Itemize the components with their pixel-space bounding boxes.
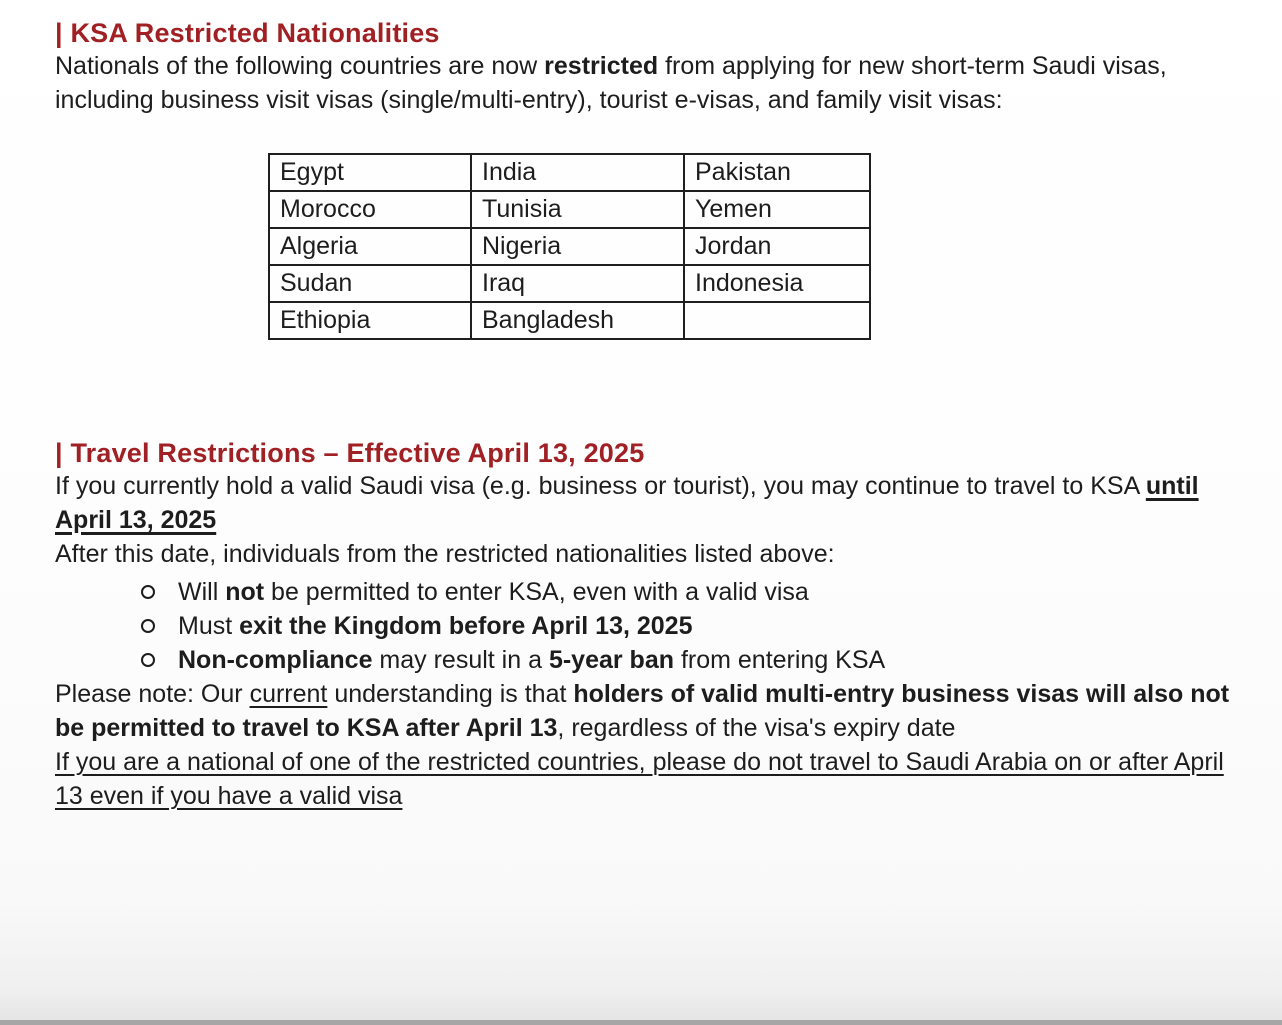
bullet-text [178, 609, 692, 643]
bullet-item [55, 643, 1235, 677]
bullet-run-bold: exit the Kingdom before April 13, 2025 [239, 612, 693, 640]
bullet-run-normal: be permitted to enter KSA, even with a valid visa [264, 578, 809, 606]
bullet-run-normal: from entering KSA [674, 646, 886, 674]
table-row [269, 191, 870, 228]
table-row [269, 265, 870, 302]
valid-visa-run-bold-underline-date: until April 13, 2025 [55, 472, 1199, 534]
note-run-normal: , regardless of the visa's expiry date [557, 714, 956, 742]
bullet-text [178, 575, 809, 609]
country-cell [684, 302, 870, 339]
intro-paragraph [55, 49, 1233, 117]
intro-run-normal: from applying for new short-term Saudi visas, including business visit visas (single/multi-entry), tourist e-visas, and family visit visas: [55, 52, 1167, 114]
note-run-bold: holders of valid multi-entry business visas will also not be permitted to travel to KSA after April 13 [55, 680, 1230, 742]
bullet-run-bold: not [225, 578, 265, 606]
table-row [269, 228, 870, 265]
bullet-run-bold: Non-compliance [178, 646, 373, 674]
note-run-normal: Please note: Our [55, 680, 250, 708]
intro-run-normal: Nationals of the following countries are now [55, 52, 545, 80]
country-cell: Nigeria [471, 228, 684, 265]
document-page [55, 18, 1235, 813]
country-cell: Iraq [471, 265, 684, 302]
bullet-text [178, 643, 885, 677]
circle-bullet-icon [141, 619, 155, 633]
valid-visa-run-normal: If you currently hold a valid Saudi visa (e.g. business or tourist), you may continue to travel to KSA [55, 472, 1146, 500]
country-cell: India [471, 154, 684, 191]
country-cell: Egypt [269, 154, 471, 191]
bullet-list [55, 575, 1235, 677]
country-cell: Indonesia [684, 265, 870, 302]
bullet-run-normal: may result in a [372, 646, 549, 674]
final-warning-paragraph [55, 745, 1233, 813]
circle-bullet-icon [141, 653, 155, 667]
valid-visa-paragraph [55, 469, 1233, 537]
country-cell: Bangladesh [471, 302, 684, 339]
table-row [269, 154, 870, 191]
bottom-bar [0, 1020, 1282, 1025]
intro-run-bold-restricted: restricted [544, 52, 659, 80]
heading-travel-restrictions: | Travel Restrictions – Effective April 13, 2025 [55, 438, 645, 468]
circle-bullet-icon [141, 585, 155, 599]
bullet-item [55, 575, 1235, 609]
bullet-run-normal: Must [178, 612, 240, 640]
bullet-item [55, 609, 1235, 643]
note-run-normal: understanding is that [327, 680, 574, 708]
country-cell: Jordan [684, 228, 870, 265]
bullet-run-normal: Will [178, 578, 226, 606]
country-cell: Sudan [269, 265, 471, 302]
please-note-paragraph [55, 677, 1233, 745]
restricted-countries-table [268, 153, 871, 340]
bottom-gradient [0, 994, 1282, 1020]
country-cell: Pakistan [684, 154, 870, 191]
country-cell: Yemen [684, 191, 870, 228]
final-run-underline: If you are a national of one of the restricted countries, please do not travel to Saudi Arabia on or after April 13 even if you have a valid visa [55, 748, 1224, 810]
heading-ksa-restricted-nationalities: | KSA Restricted Nationalities [55, 18, 440, 48]
after-date-paragraph: After this date, individuals from the restricted nationalities listed above: [55, 540, 835, 568]
country-cell: Algeria [269, 228, 471, 265]
table-row [269, 302, 870, 339]
note-run-underline-current: current [249, 680, 328, 708]
country-cell: Morocco [269, 191, 471, 228]
country-cell: Ethiopia [269, 302, 471, 339]
country-cell: Tunisia [471, 191, 684, 228]
bullet-run-bold: 5-year ban [548, 646, 674, 674]
